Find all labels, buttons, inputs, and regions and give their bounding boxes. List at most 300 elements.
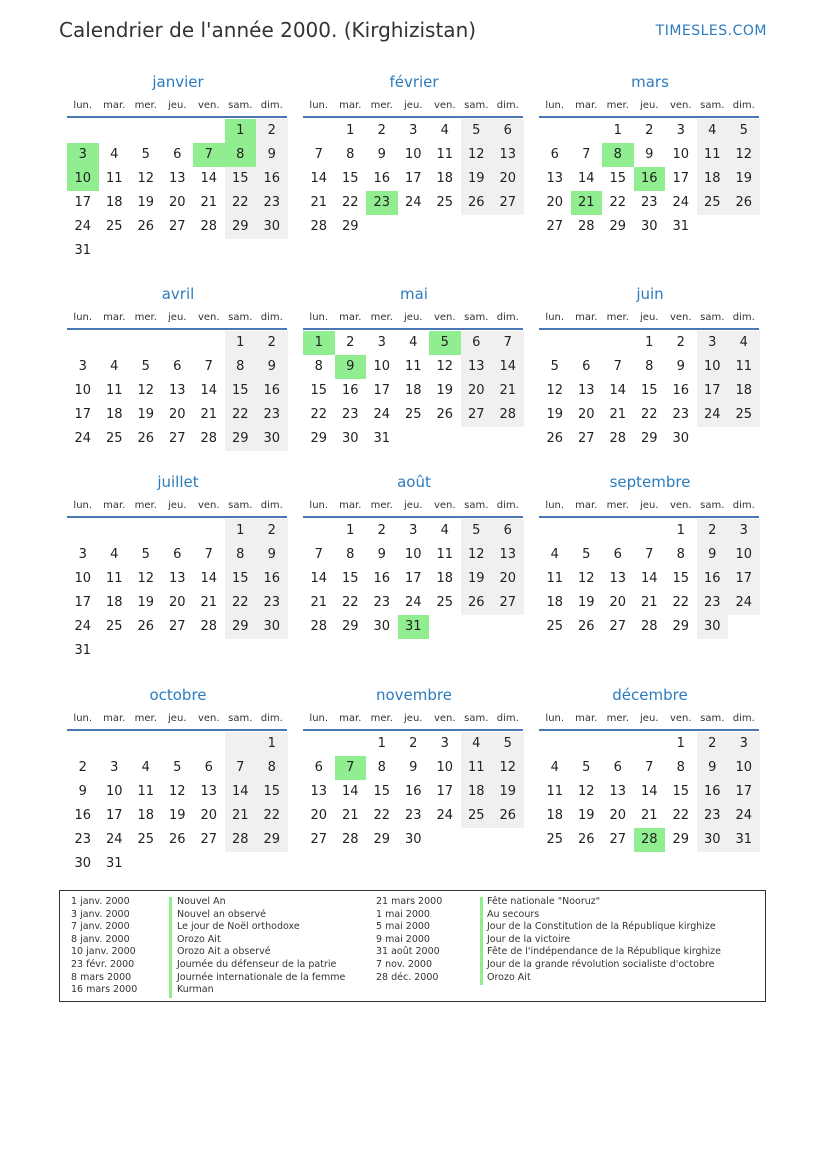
day-cell: 12 <box>461 543 493 567</box>
month-4 <box>67 284 289 451</box>
day-cell: 17 <box>74 195 92 210</box>
legend-date: 10 janv. 2000 <box>71 946 136 958</box>
day-cell: 22 <box>225 403 257 427</box>
day-cell: 4 <box>461 732 493 756</box>
day-cell: 28 <box>577 219 595 234</box>
day-cell: 21 <box>571 191 603 215</box>
day-cell: 3 <box>409 123 418 138</box>
empty-cell <box>303 519 335 543</box>
day-cell: 4 <box>409 335 418 350</box>
day-cell: 25 <box>105 219 123 234</box>
weekday-label: mer. <box>606 499 629 511</box>
day-cell: 29 <box>373 832 391 847</box>
day-cell: 16 <box>672 383 690 398</box>
legend-date: 7 nov. 2000 <box>376 958 432 970</box>
empty-cell <box>193 639 225 663</box>
day-cell: 10 <box>728 543 760 567</box>
header-rule <box>67 516 287 518</box>
day-cell: 20 <box>609 808 627 823</box>
day-cell: 23 <box>256 191 288 215</box>
weekday-label: mar. <box>103 311 126 323</box>
day-cell: 6 <box>173 547 182 562</box>
day-cell: 2 <box>346 335 355 350</box>
empty-cell <box>697 215 729 239</box>
weekday-label: jeu. <box>404 712 423 724</box>
day-cell: 1 <box>225 119 257 143</box>
weekday-label: dim. <box>260 712 283 724</box>
day-cell: 3 <box>110 760 119 775</box>
weekday-label: lun. <box>545 99 565 111</box>
day-cell: 28 <box>200 431 218 446</box>
day-cell: 23 <box>256 403 288 427</box>
day-cell: 28 <box>640 619 658 634</box>
day-cell: 4 <box>440 123 449 138</box>
day-cell: 23 <box>404 808 422 823</box>
weekday-label: ven. <box>669 99 692 111</box>
day-cell: 19 <box>137 407 155 422</box>
day-cell: 14 <box>577 171 595 186</box>
day-cell: 22 <box>609 195 627 210</box>
day-cell: 25 <box>697 191 729 215</box>
day-cell: 19 <box>577 595 595 610</box>
day-cell: 22 <box>341 195 359 210</box>
day-cell: 12 <box>492 756 524 780</box>
day-cell: 6 <box>314 760 323 775</box>
day-cell: 18 <box>697 167 729 191</box>
day-cell: 26 <box>168 832 186 847</box>
day-cell: 27 <box>577 431 595 446</box>
day-cell: 27 <box>168 619 186 634</box>
day-cell: 26 <box>436 407 454 422</box>
day-cell: 3 <box>676 123 685 138</box>
day-cell: 5 <box>141 359 150 374</box>
day-cell: 12 <box>728 143 760 167</box>
day-cell: 24 <box>672 195 690 210</box>
day-cell: 19 <box>546 407 564 422</box>
weekday-label: dim. <box>260 99 283 111</box>
header-rule <box>67 328 287 330</box>
day-cell: 12 <box>137 171 155 186</box>
day-cell: 3 <box>78 359 87 374</box>
empty-cell <box>162 639 194 663</box>
day-cell: 25 <box>728 403 760 427</box>
day-cell: 13 <box>168 571 186 586</box>
day-cell: 21 <box>609 407 627 422</box>
day-cell: 29 <box>310 431 328 446</box>
day-cell: 11 <box>404 359 422 374</box>
empty-cell <box>130 852 162 876</box>
day-cell: 18 <box>105 195 123 210</box>
day-cell: 20 <box>200 808 218 823</box>
weekday-label: dim. <box>732 499 755 511</box>
page-title: Calendrier de l'année 2000. (Kirghizistan) <box>59 18 477 42</box>
day-cell: 11 <box>436 147 454 162</box>
empty-cell <box>539 119 571 143</box>
day-cell: 26 <box>577 619 595 634</box>
day-cell: 5 <box>461 119 493 143</box>
day-cell: 13 <box>168 171 186 186</box>
day-cell: 29 <box>225 215 257 239</box>
day-cell: 3 <box>728 732 760 756</box>
day-cell: 12 <box>436 359 454 374</box>
month-name: septembre <box>609 473 691 491</box>
day-cell: 21 <box>225 804 257 828</box>
day-cell: 2 <box>256 331 288 355</box>
day-cell: 10 <box>672 147 690 162</box>
empty-cell <box>193 239 225 263</box>
legend-date: 3 janv. 2000 <box>71 908 130 920</box>
empty-cell <box>634 732 666 756</box>
month-name: juillet <box>157 473 199 491</box>
day-cell: 1 <box>346 523 355 538</box>
day-cell: 13 <box>461 355 493 379</box>
legend-date: 1 janv. 2000 <box>71 896 130 907</box>
day-cell: 17 <box>672 171 690 186</box>
day-cell: 5 <box>461 519 493 543</box>
day-cell: 10 <box>404 547 422 562</box>
day-grid <box>67 732 288 876</box>
weekday-label: ven. <box>197 311 220 323</box>
day-cell: 10 <box>697 355 729 379</box>
empty-cell <box>162 852 194 876</box>
header-rule <box>303 516 523 518</box>
day-cell: 21 <box>341 808 359 823</box>
day-cell: 18 <box>137 808 155 823</box>
day-cell: 18 <box>436 171 454 186</box>
weekday-label: jeu. <box>640 499 659 511</box>
day-grid <box>303 119 524 239</box>
day-cell: 2 <box>256 519 288 543</box>
weekday-label: sam. <box>700 99 725 111</box>
day-cell: 9 <box>645 147 654 162</box>
holiday-legend <box>59 890 766 1002</box>
day-cell: 3 <box>78 547 87 562</box>
weekday-header <box>539 708 761 728</box>
day-cell: 31 <box>672 219 690 234</box>
day-cell: 8 <box>346 547 355 562</box>
day-cell: 9 <box>335 355 367 379</box>
month-2 <box>303 72 525 239</box>
day-cell: 24 <box>105 832 123 847</box>
legend-date: 7 janv. 2000 <box>71 921 130 933</box>
legend-right-names <box>487 896 721 984</box>
empty-cell <box>602 732 634 756</box>
day-cell: 28 <box>492 403 524 427</box>
day-cell: 31 <box>398 615 430 639</box>
day-cell: 15 <box>341 171 359 186</box>
legend-date: 28 déc. 2000 <box>376 971 439 983</box>
weekday-label: mer. <box>606 311 629 323</box>
day-cell: 18 <box>404 383 422 398</box>
day-cell: 25 <box>105 431 123 446</box>
day-cell: 23 <box>74 832 92 847</box>
month-1 <box>67 72 289 263</box>
day-cell: 20 <box>546 195 564 210</box>
weekday-label: jeu. <box>404 311 423 323</box>
weekday-label: mer. <box>134 99 157 111</box>
day-cell: 15 <box>609 171 627 186</box>
day-cell: 30 <box>256 427 288 451</box>
weekday-label: sam. <box>464 499 489 511</box>
weekday-label: mer. <box>606 712 629 724</box>
day-cell: 6 <box>173 359 182 374</box>
day-cell: 21 <box>640 808 658 823</box>
day-cell: 1 <box>377 736 386 751</box>
day-cell: 4 <box>110 147 119 162</box>
weekday-label: mar. <box>339 712 362 724</box>
legend-holiday-name: Le jour de Noël orthodoxe <box>177 921 300 933</box>
day-cell: 16 <box>697 567 729 591</box>
day-cell: 13 <box>546 171 564 186</box>
day-cell: 19 <box>137 195 155 210</box>
day-cell: 6 <box>582 359 591 374</box>
day-cell: 10 <box>404 147 422 162</box>
empty-cell <box>366 215 398 239</box>
empty-cell <box>162 119 194 143</box>
weekday-label: jeu. <box>168 499 187 511</box>
weekday-label: sam. <box>464 712 489 724</box>
weekday-label: jeu. <box>640 311 659 323</box>
day-cell: 4 <box>728 331 760 355</box>
empty-cell <box>492 615 524 639</box>
legend-holiday-name: Nouvel an observé <box>177 908 266 920</box>
day-cell: 12 <box>577 784 595 799</box>
weekday-label: ven. <box>433 712 456 724</box>
day-cell: 28 <box>609 431 627 446</box>
empty-cell <box>162 732 194 756</box>
weekday-label: mar. <box>103 99 126 111</box>
day-cell: 3 <box>67 143 99 167</box>
day-cell: 10 <box>436 760 454 775</box>
day-cell: 2 <box>377 523 386 538</box>
legend-right-dates <box>376 896 442 984</box>
day-cell: 8 <box>346 147 355 162</box>
day-cell: 25 <box>546 832 564 847</box>
day-cell: 11 <box>105 571 123 586</box>
month-name: octobre <box>149 686 207 704</box>
legend-date: 31 août 2000 <box>376 946 440 958</box>
day-cell: 5 <box>173 760 182 775</box>
empty-cell <box>303 732 335 756</box>
day-cell: 9 <box>78 784 87 799</box>
day-cell: 25 <box>137 832 155 847</box>
weekday-label: lun. <box>73 311 93 323</box>
empty-cell <box>193 519 225 543</box>
empty-cell <box>335 732 367 756</box>
legend-holiday-name: Orozo Ait <box>487 971 531 983</box>
day-cell: 18 <box>461 780 493 804</box>
day-cell: 16 <box>341 383 359 398</box>
legend-holiday-name: Orozo Ait <box>177 933 221 945</box>
day-cell: 17 <box>728 567 760 591</box>
empty-cell <box>130 639 162 663</box>
day-cell: 22 <box>256 804 288 828</box>
day-cell: 29 <box>672 619 690 634</box>
weekday-header <box>67 495 289 515</box>
day-cell: 5 <box>728 119 760 143</box>
day-grid <box>67 519 288 663</box>
legend-date: 1 mai 2000 <box>376 908 430 920</box>
day-cell: 22 <box>225 591 257 615</box>
empty-cell <box>303 119 335 143</box>
day-cell: 9 <box>377 547 386 562</box>
day-cell: 14 <box>640 784 658 799</box>
day-cell: 7 <box>193 143 225 167</box>
day-cell: 5 <box>141 547 150 562</box>
day-cell: 11 <box>546 784 564 799</box>
day-cell: 21 <box>640 595 658 610</box>
weekday-label: ven. <box>433 499 456 511</box>
empty-cell <box>539 732 571 756</box>
day-cell: 12 <box>137 571 155 586</box>
weekday-header <box>67 708 289 728</box>
day-cell: 8 <box>314 359 323 374</box>
legend-date: 23 févr. 2000 <box>71 958 135 970</box>
day-cell: 7 <box>314 547 323 562</box>
day-cell: 2 <box>256 119 288 143</box>
day-cell: 14 <box>200 383 218 398</box>
legend-holiday-name: Jour de la grande révolution socialiste d'octobre <box>487 958 715 970</box>
month-12 <box>539 685 761 852</box>
empty-cell <box>130 119 162 143</box>
day-cell: 5 <box>582 547 591 562</box>
day-cell: 24 <box>74 219 92 234</box>
month-name: novembre <box>376 686 452 704</box>
empty-cell <box>67 732 99 756</box>
day-cell: 14 <box>640 571 658 586</box>
day-cell: 6 <box>550 147 559 162</box>
day-cell: 9 <box>409 760 418 775</box>
weekday-label: jeu. <box>640 99 659 111</box>
day-cell: 19 <box>461 567 493 591</box>
day-cell: 20 <box>168 407 186 422</box>
empty-cell <box>256 852 288 876</box>
day-cell: 21 <box>310 195 328 210</box>
empty-cell <box>461 427 493 451</box>
day-cell: 24 <box>404 195 422 210</box>
weekday-label: sam. <box>700 499 725 511</box>
day-grid <box>67 119 288 263</box>
day-cell: 10 <box>74 383 92 398</box>
day-cell: 2 <box>697 732 729 756</box>
day-cell: 25 <box>436 195 454 210</box>
day-cell: 11 <box>461 756 493 780</box>
day-cell: 14 <box>310 571 328 586</box>
day-cell: 9 <box>256 543 288 567</box>
weekday-label: ven. <box>669 311 692 323</box>
day-cell: 17 <box>697 379 729 403</box>
day-cell: 27 <box>168 431 186 446</box>
legend-holiday-name: Journée internationale de la femme <box>177 971 346 983</box>
day-cell: 30 <box>697 828 729 852</box>
weekday-label: sam. <box>700 712 725 724</box>
day-cell: 26 <box>137 219 155 234</box>
day-cell: 15 <box>640 383 658 398</box>
empty-cell <box>539 519 571 543</box>
day-cell: 20 <box>168 595 186 610</box>
day-cell: 25 <box>546 619 564 634</box>
weekday-label: sam. <box>228 99 253 111</box>
weekday-label: lun. <box>309 712 329 724</box>
day-cell: 26 <box>137 619 155 634</box>
day-cell: 1 <box>676 523 685 538</box>
day-cell: 14 <box>310 171 328 186</box>
month-7 <box>67 472 289 663</box>
legend-holiday-name: Journée du défenseur de la patrie <box>177 958 337 970</box>
day-cell: 16 <box>74 808 92 823</box>
day-cell: 28 <box>310 219 328 234</box>
day-cell: 21 <box>310 595 328 610</box>
empty-cell <box>398 215 430 239</box>
day-cell: 7 <box>582 147 591 162</box>
day-cell: 18 <box>546 808 564 823</box>
day-cell: 16 <box>373 571 391 586</box>
day-cell: 4 <box>697 119 729 143</box>
day-cell: 11 <box>728 355 760 379</box>
empty-cell <box>225 732 257 756</box>
day-cell: 18 <box>105 595 123 610</box>
header-rule <box>303 328 523 330</box>
day-cell: 6 <box>492 119 524 143</box>
day-cell: 11 <box>697 143 729 167</box>
day-cell: 17 <box>74 407 92 422</box>
day-cell: 18 <box>546 595 564 610</box>
empty-cell <box>193 852 225 876</box>
empty-cell <box>728 215 760 239</box>
month-name: août <box>397 473 431 491</box>
weekday-label: dim. <box>732 311 755 323</box>
weekday-label: ven. <box>669 712 692 724</box>
day-cell: 23 <box>341 407 359 422</box>
day-cell: 10 <box>67 167 99 191</box>
day-cell: 10 <box>373 359 391 374</box>
day-cell: 21 <box>200 195 218 210</box>
weekday-label: lun. <box>309 499 329 511</box>
weekday-label: dim. <box>732 712 755 724</box>
brand-link[interactable]: TIMESLES.COM <box>655 23 767 39</box>
day-cell: 15 <box>225 567 257 591</box>
day-cell: 6 <box>613 547 622 562</box>
day-cell: 20 <box>168 195 186 210</box>
day-cell: 2 <box>645 123 654 138</box>
legend-date: 21 mars 2000 <box>376 896 443 907</box>
day-cell: 22 <box>310 407 328 422</box>
day-cell: 16 <box>256 567 288 591</box>
weekday-header <box>539 307 761 327</box>
month-name: décembre <box>612 686 688 704</box>
weekday-label: dim. <box>260 311 283 323</box>
day-grid <box>303 519 524 639</box>
day-cell: 8 <box>225 543 257 567</box>
day-grid <box>539 331 760 451</box>
day-cell: 26 <box>492 804 524 828</box>
month-8 <box>303 472 525 639</box>
day-grid <box>303 331 524 451</box>
day-cell: 7 <box>492 331 524 355</box>
day-cell: 28 <box>341 832 359 847</box>
day-cell: 17 <box>728 780 760 804</box>
day-cell: 29 <box>256 828 288 852</box>
day-cell: 19 <box>461 167 493 191</box>
month-9 <box>539 472 761 639</box>
empty-cell <box>492 215 524 239</box>
day-cell: 27 <box>492 591 524 615</box>
day-cell: 12 <box>137 383 155 398</box>
day-cell: 25 <box>436 595 454 610</box>
day-cell: 7 <box>613 359 622 374</box>
day-cell: 14 <box>609 383 627 398</box>
month-name: juin <box>636 285 664 303</box>
